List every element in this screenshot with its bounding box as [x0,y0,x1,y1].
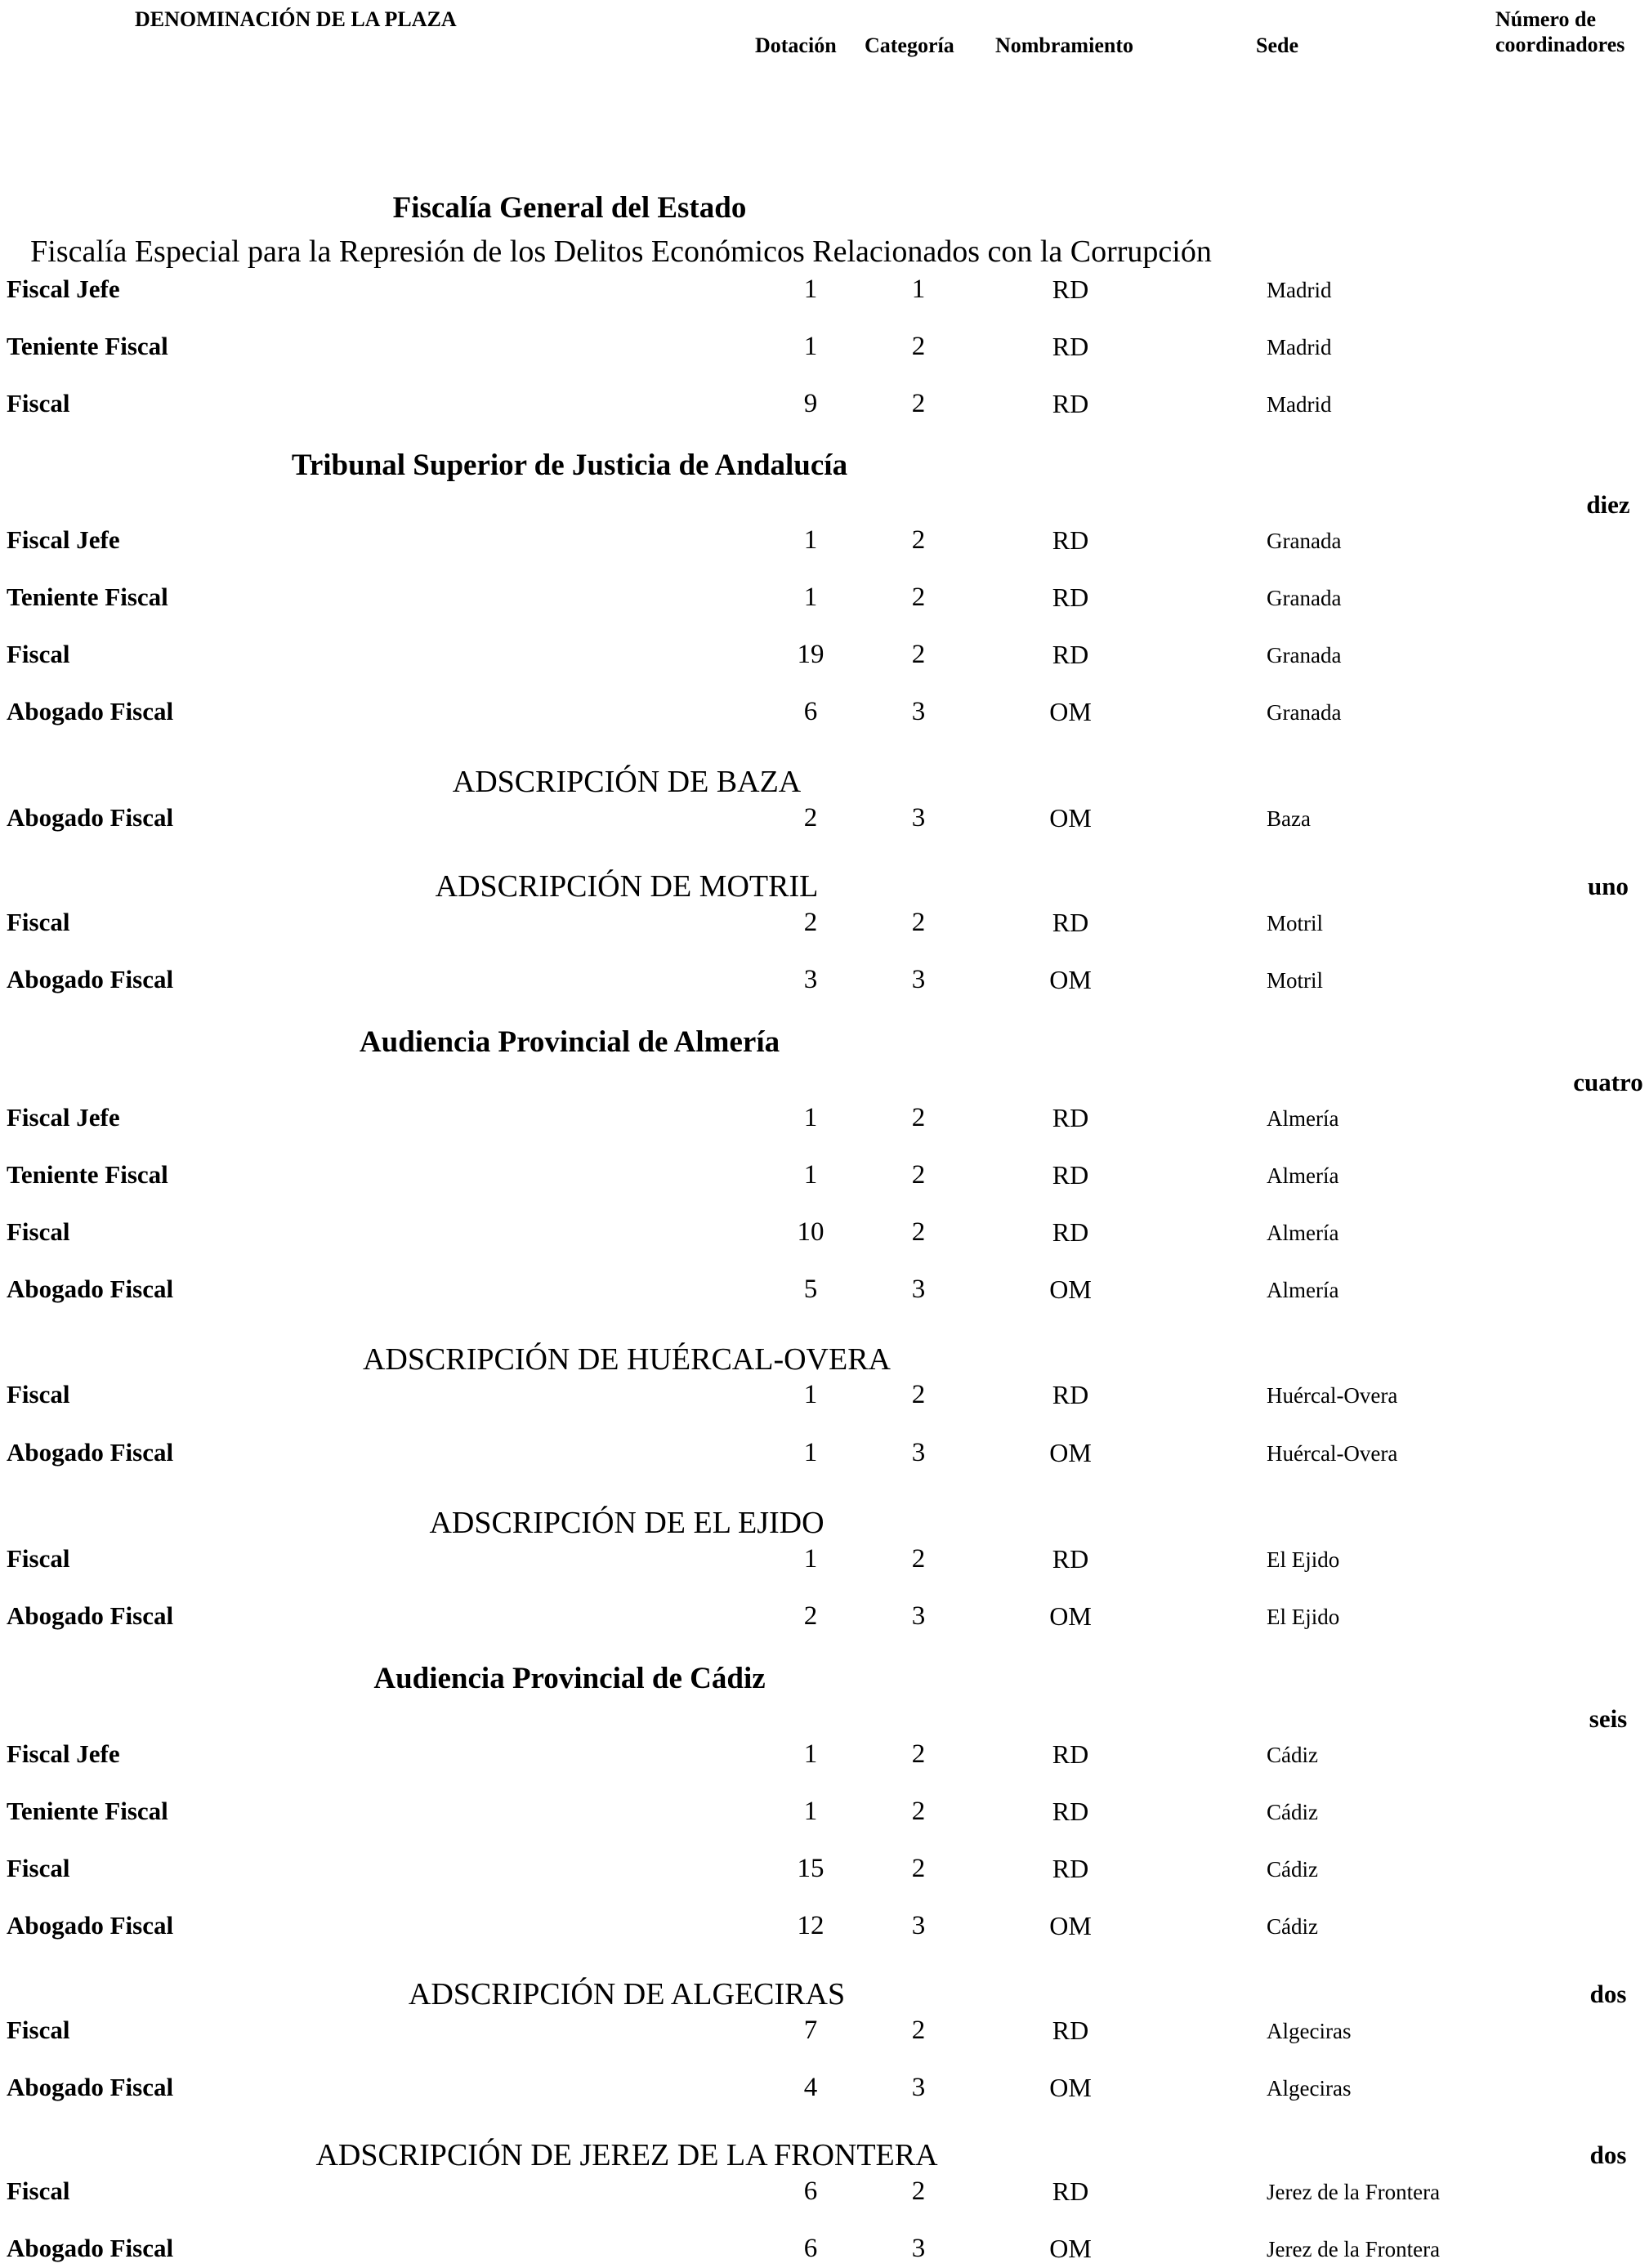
categoria-value: 2 [911,389,926,418]
categoria-value: 2 [911,2016,926,2045]
plaza-label: Abogado Fiscal [7,1438,174,1467]
dotacion-value: 1 [803,525,818,555]
plaza-label: Fiscal [7,908,70,936]
categoria-value: 1 [911,275,926,304]
plaza-label: Teniente Fiscal [7,583,168,611]
section-title: Audiencia Provincial de Almería [359,1025,780,1059]
plaza-label: Fiscal Jefe [7,275,120,303]
dotacion-value: 4 [803,2073,818,2102]
dotacion-value: 1 [803,583,818,612]
categoria-value: 2 [911,1544,926,1574]
dotacion-value: 6 [803,2176,818,2206]
plaza-label: Fiscal [7,640,70,668]
header-dotacion: Dotación [755,33,837,57]
categoria-value: 3 [911,2234,926,2263]
header-categoria: Categoría [865,33,954,57]
nombramiento-value: OM [1049,803,1092,833]
plaza-label: Fiscal [7,2016,70,2044]
sede-value: Algeciras [1267,2076,1352,2101]
dotacion-value: 12 [797,1911,824,1940]
categoria-value: 2 [911,1160,926,1190]
plaza-label: Fiscal Jefe [7,1739,120,1768]
categoria-value: 2 [911,332,926,361]
categoria-value: 2 [911,1103,926,1132]
sede-value: Algeciras [1267,2019,1352,2043]
dotacion-value: 1 [803,332,818,361]
sede-value: Almería [1267,1278,1339,1302]
nombramiento-value: RD [1052,640,1089,669]
sede-value: Cádiz [1267,1743,1318,1767]
nombramiento-value: RD [1052,1380,1089,1409]
categoria-value: 3 [911,697,926,726]
categoria-value: 2 [911,640,926,669]
section-title: Tribunal Superior de Justicia de Andalucía [291,449,848,482]
coordinadores-count: cuatro [1573,1068,1643,1096]
dotacion-value: 1 [803,1160,818,1190]
plaza-label: Fiscal [7,1380,70,1409]
categoria-value: 2 [911,1380,926,1409]
coordinadores-count: diez [1586,490,1630,519]
nombramiento-value: RD [1052,1797,1089,1826]
header-nombramiento: Nombramiento [995,33,1133,57]
plaza-label: Teniente Fiscal [7,1160,168,1189]
dotacion-value: 1 [803,1739,818,1769]
plaza-label: Abogado Fiscal [7,2234,174,2262]
sede-value: Almería [1267,1106,1339,1131]
plaza-label: Fiscal [7,1854,70,1882]
adscripcion-title: ADSCRIPCIÓN DE HUÉRCAL-OVERA [362,1342,892,1377]
categoria-value: 2 [911,525,926,555]
plaza-label: Teniente Fiscal [7,1797,168,1825]
plaza-label: Abogado Fiscal [7,803,174,832]
sede-value: Madrid [1267,392,1332,417]
sede-value: Cádiz [1267,1800,1318,1824]
coordinadores-count: seis [1589,1704,1628,1733]
categoria-value: 2 [911,2176,926,2206]
adscripcion-title: ADSCRIPCIÓN DE JEREZ DE LA FRONTERA [315,2138,938,2172]
sede-value: Cádiz [1267,1857,1318,1882]
plaza-label: Teniente Fiscal [7,332,168,360]
sede-value: Almería [1267,1221,1339,1245]
dotacion-value: 1 [803,1103,818,1132]
categoria-value: 2 [911,1797,926,1826]
dotacion-value: 5 [803,1275,818,1304]
dotacion-value: 15 [797,1854,824,1883]
categoria-value: 3 [911,1275,926,1304]
plaza-label: Abogado Fiscal [7,2073,174,2101]
nombramiento-value: OM [1049,1275,1092,1304]
dotacion-value: 1 [803,275,818,304]
categoria-value: 3 [911,2073,926,2102]
nombramiento-value: OM [1049,1601,1092,1631]
nombramiento-value: OM [1049,2234,1092,2263]
sede-value: Madrid [1267,278,1332,302]
sede-value: El Ejido [1267,1547,1340,1572]
nombramiento-value: RD [1052,275,1089,304]
dotacion-value: 3 [803,965,818,994]
plaza-label: Fiscal Jefe [7,525,120,554]
nombramiento-value: RD [1052,1160,1089,1190]
plaza-label: Abogado Fiscal [7,1911,174,1940]
nombramiento-value: RD [1052,2176,1089,2206]
nombramiento-value: OM [1049,1438,1092,1467]
plaza-label: Fiscal [7,2176,70,2205]
sede-value: Cádiz [1267,1914,1318,1939]
adscripcion-title: ADSCRIPCIÓN DE MOTRIL [435,869,819,904]
section-title: Fiscalía General del Estado [392,191,747,225]
plaza-label: Fiscal Jefe [7,1103,120,1132]
adscripcion-title: ADSCRIPCIÓN DE EL EJIDO [429,1506,824,1540]
nombramiento-value: RD [1052,389,1089,418]
nombramiento-value: OM [1049,965,1092,994]
sede-value: Madrid [1267,335,1332,359]
categoria-value: 2 [911,1739,926,1769]
sede-value: Granada [1267,529,1342,553]
section-title: Audiencia Provincial de Cádiz [373,1662,766,1695]
plaza-label: Abogado Fiscal [7,1275,174,1303]
nombramiento-value: OM [1049,1911,1092,1940]
sede-value: Granada [1267,700,1342,725]
nombramiento-value: RD [1052,1217,1089,1247]
coordinadores-count: dos [1589,1980,1627,2008]
sede-value: Granada [1267,586,1342,610]
categoria-value: 2 [911,908,926,937]
categoria-value: 3 [911,1438,926,1467]
nombramiento-value: RD [1052,908,1089,937]
sede-value: Huércal-Overa [1267,1383,1398,1408]
dotacion-value: 6 [803,2234,818,2263]
nombramiento-value: OM [1049,697,1092,726]
dotacion-value: 19 [797,640,824,669]
plaza-label: Abogado Fiscal [7,965,174,993]
dotacion-value: 2 [803,908,818,937]
adscripcion-title: ADSCRIPCIÓN DE BAZA [452,765,802,799]
categoria-value: 2 [911,1854,926,1883]
dotacion-value: 1 [803,1380,818,1409]
header-sede: Sede [1256,33,1298,57]
dotacion-value: 7 [803,2016,818,2045]
dotacion-value: 10 [797,1217,824,1247]
nombramiento-value: RD [1052,525,1089,555]
adscripcion-title: ADSCRIPCIÓN DE ALGECIRAS [408,1977,846,2011]
sede-value: Granada [1267,643,1342,667]
nombramiento-value: OM [1049,2073,1092,2102]
sede-value: Almería [1267,1163,1339,1188]
header-numero-line2: coordinadores [1495,33,1625,56]
nombramiento-value: RD [1052,2016,1089,2045]
header-denominacion: DENOMINACIÓN DE LA PLAZA [135,7,457,31]
categoria-value: 2 [911,583,926,612]
dotacion-value: 1 [803,1544,818,1574]
header-numero-line1: Número de [1495,7,1597,31]
nombramiento-value: RD [1052,1544,1089,1574]
dotacion-value: 9 [803,389,818,418]
plaza-label: Abogado Fiscal [7,697,174,725]
nombramiento-value: RD [1052,1103,1089,1132]
categoria-value: 3 [911,965,926,994]
plaza-label: Fiscal [7,1217,70,1246]
plaza-label: Fiscal [7,1544,70,1573]
sede-value: Motril [1267,911,1324,935]
dotacion-value: 1 [803,1797,818,1826]
sede-value: Baza [1267,806,1311,831]
dotacion-value: 2 [803,803,818,833]
dotacion-value: 1 [803,1438,818,1467]
sede-value: Jerez de la Frontera [1267,2180,1441,2204]
sede-value: Jerez de la Frontera [1267,2237,1441,2261]
sede-value: Motril [1267,968,1324,993]
subsection-title: Fiscalía Especial para la Represión de los Delitos Económicos Relacionados con la Corrupción [30,234,1212,269]
nombramiento-value: RD [1052,583,1089,612]
sede-value: El Ejido [1267,1605,1340,1629]
categoria-value: 2 [911,1217,926,1247]
coordinadores-count: dos [1589,2141,1627,2169]
nombramiento-value: RD [1052,1739,1089,1769]
plaza-label: Abogado Fiscal [7,1601,174,1630]
plaza-label: Fiscal [7,389,70,417]
dotacion-value: 2 [803,1601,818,1631]
nombramiento-value: RD [1052,1854,1089,1883]
sede-value: Huércal-Overa [1267,1441,1398,1466]
categoria-value: 3 [911,1601,926,1631]
categoria-value: 3 [911,1911,926,1940]
coordinadores-count: uno [1588,872,1629,900]
nombramiento-value: RD [1052,332,1089,361]
dotacion-value: 6 [803,697,818,726]
categoria-value: 3 [911,803,926,833]
